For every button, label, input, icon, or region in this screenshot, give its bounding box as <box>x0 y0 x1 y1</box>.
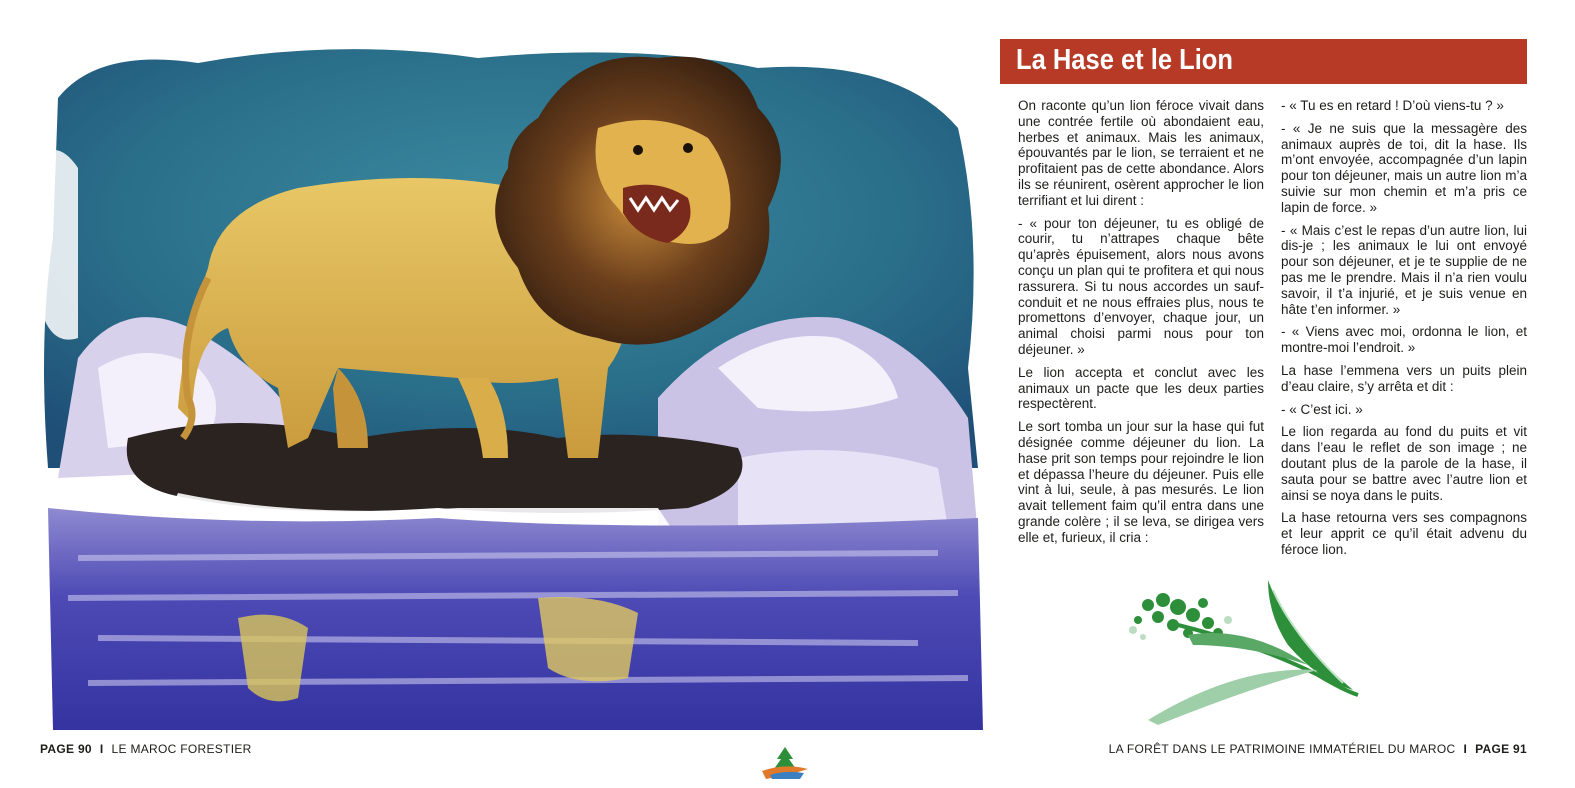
paragraph: - « pour ton déjeuner, tu es obligé de courir, tu n’attrapes chaque bête qu’après épuisement, alors nous avons conçu un plan qui te profitera et qui nous rassurera. Si tu nous accordes un sauf-conduit et ne nous effraies plus, nous te promettons d’envoyer, chaque jour, un animal choisi parmi nous pour ton déjeuner. » <box>1018 215 1264 357</box>
paragraph: - « Tu es en retard ! D’où viens-tu ? » <box>1281 98 1504 113</box>
paragraph: - « Je ne suis que la messagère des animaux auprès de toi, dit la hase. Ils m’ont envoyée, accompagnée d’un lapin pour ton déjeuner, mais un autre lion m’a suivie sur mon chemin et m’a pris ce lapin de force. » <box>1281 120 1527 215</box>
page-title: La Hase et le Lion <box>1016 44 1233 76</box>
story-column-left <box>1018 98 1264 553</box>
paragraph: La hase retourna vers ses compagnons et leur apprit ce qu’il était advenu du féroce lion. <box>1281 510 1527 557</box>
paragraph: Le sort tomba un jour sur la hase qui fut désignée comme déjeuner du lion. La hase prit son temps pour rejoindre le lion et dépassa l’heure du déjeuner. Puis elle vint à lui, seule, à pas mesurés. Le lion avait tellement faim qu’il entra dans une grande colère ; il se leva, se dirigea vers elle et, furieux, il cria : <box>1018 419 1264 545</box>
footer-separator: I <box>1463 742 1468 756</box>
footer-right-title: LA FORÊT DANS LE PATRIMOINE IMMATÉRIEL DU MAROC <box>1108 742 1456 756</box>
paragraph: Le lion regarda au fond du puits et vit dans l’eau le reflet de son image ; ne doutant plus de la parole de la hase, il sauta pour se battre avec l’autre lion et ainsi se noya dans le puits. <box>1281 424 1527 503</box>
paragraph: On raconte qu’un lion féroce vivait dans une contrée fertile où abondaient eau, herbes et animaux. Mais les animaux, épouvantés par le lion, se terraient et ne profitaient pas de cette abondance. Alors ils se réunirent, osèrent approcher le lion terrifiant et lui dirent : <box>1018 98 1264 208</box>
leaf-sprig-icon <box>1118 575 1368 730</box>
footer-left <box>40 742 252 756</box>
paragraph: - « Viens avec moi, ordonna le lion, et montre-moi l’endroit. » <box>1281 324 1527 356</box>
story-column-right <box>1281 98 1527 565</box>
paragraph: - « Mais c’est le repas d’un autre lion, lui dis-je ; les animaux le lui ont envoyé pour son déjeuner, et je te supplie de ne pas me le prendre. Mais il n’a rien voulu savoir, il t’a injurié, et je suis venue en hâte t’en informer. » <box>1281 222 1527 317</box>
lion-illustration <box>38 38 988 730</box>
page-number-right: PAGE 91 <box>1475 742 1527 756</box>
forest-tree-logo-icon <box>760 745 810 781</box>
title-bar <box>1000 39 1527 84</box>
paragraph: La hase l’emmena vers un puits plein d’eau claire, s’y arrêta et dit : <box>1281 362 1527 394</box>
paragraph: - « C’est ici. » <box>1281 401 1363 417</box>
footer-right <box>1109 742 1527 756</box>
paragraph: Le lion accepta et conclut avec les animaux un pacte que les deux parties respectèrent. <box>1018 364 1264 412</box>
footer-left-title: LE MAROC FORESTIER <box>111 742 252 756</box>
footer-separator: I <box>99 742 104 756</box>
page-number-left: PAGE 90 <box>40 742 92 756</box>
